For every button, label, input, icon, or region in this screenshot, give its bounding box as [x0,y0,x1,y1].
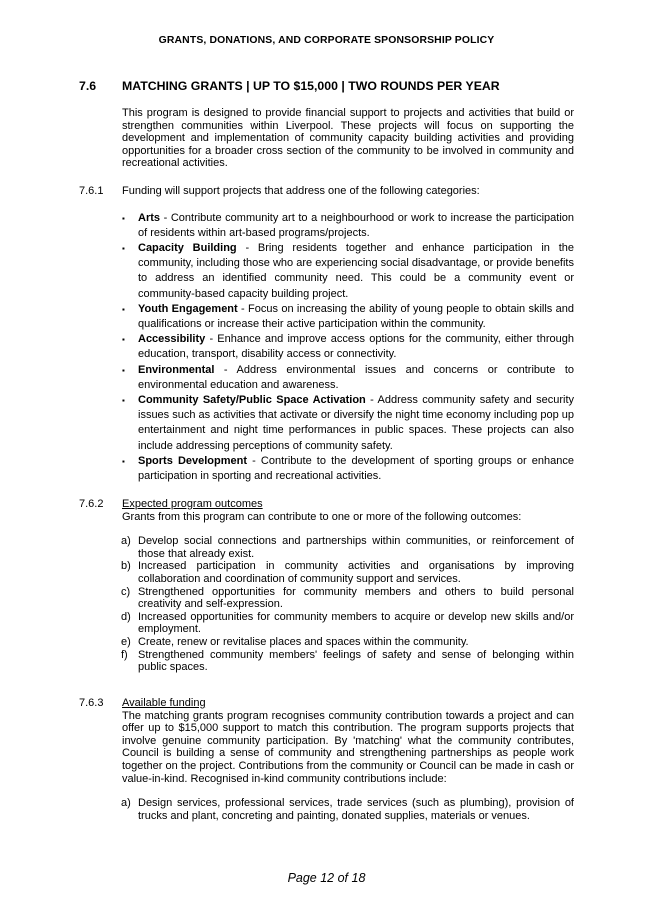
outcome-item [122,586,574,611]
category-text: - Enhance and improve access options for the community, either through education, transport, disability access or connectivity. [138,333,574,361]
item-text: Create, renew or revitalise places and spaces within the community. [138,635,469,648]
item-label: f) [121,648,128,661]
running-header: GRANTS, DONATIONS, AND CORPORATE SPONSORSHIP POLICY [158,35,495,46]
item-text: Design services, professional services, trade services (such as plumbing), provision of trucks and plant, concreting and painting, donated supplies, materials or venues. [138,797,574,822]
category-title: Environmental [138,363,215,376]
subsection-number-763: 7.6.3 [79,697,104,709]
item-label: c) [121,585,131,598]
item-label: a) [121,535,131,548]
categories-lead: Funding will support projects that address one of the following categories: [122,185,480,197]
outcome-item [122,560,574,585]
category-title: Arts [138,211,161,224]
section-title: MATCHING GRANTS | UP TO $15,000 | TWO ROUNDS PER YEAR [122,79,500,93]
subsection-number-762: 7.6.2 [79,498,104,510]
category-text: - Bring residents together and enhance participation in the community, including those who are experiencing social disadvantage, or provide benefits to address an identified community need. This could be a community event or community-based capacity building project. [138,242,574,300]
category-item [122,241,574,302]
category-title: Sports Development [138,454,248,467]
category-item [122,332,574,362]
categories-list [122,211,574,485]
item-label: b) [121,560,131,573]
category-item [122,363,574,393]
funding-body: The matching grants program recognises community contribution towards a project and can offer up to $15,000 support to match this contribution. The program supports projects that involve genuine community participation. By 'matching' what the community contributes, Council is building a sense of community and strengthening partnerships as people work together on the project. Contributions from the community or Council can be made in cash or value-in-kind. Recognised in-kind community contributions include: [122,709,574,785]
item-text: Strengthened community members' feelings of safety and sense of belonging within public spaces. [138,648,574,674]
category-item [122,454,574,484]
category-item [122,393,574,454]
subsection-762 [122,498,574,674]
category-title: Capacity Building [138,242,237,254]
item-text: Increased opportunities for community members to acquire or develop new skills and/or employment. [138,610,574,636]
bullet-icon: ▪ [122,304,125,314]
bullet-icon: ▪ [122,244,125,253]
category-text: - Contribute to the development of sporting groups or enhance participation in sporting and recreational activities. [138,454,574,483]
page-number: Page 12 of 18 [287,871,366,885]
item-text: Develop social connections and partnerships within communities, or reinforcement of those that already exist. [138,535,574,560]
category-title: Accessibility [138,333,206,346]
category-title: Youth Engagement [138,302,238,315]
subsection-number-761: 7.6.1 [79,185,104,197]
category-text: - Address community safety and security issues such as activities that activate or diversify the night time economy including pop up entertainment and night time performances in public spaces. These projects can also include addressing perceptions of community safety. [138,394,575,452]
item-label: d) [121,610,131,623]
bullet-icon: ▪ [122,335,125,345]
outcomes-list [122,535,574,674]
item-text: Increased participation in community activities and organisations by improving collaboration and coordination of community support and services. [138,560,574,585]
section-intro: This program is designed to provide financial support to projects and activities that build or strengthen communities within Liverpool. These projects will focus on supporting the development and implementation of community capacity building activities and providing opportunities for a broader cross section of the community to be involved in community and recreational activities. [122,107,574,170]
category-title: Community Safety/Public Space Activation [138,394,366,407]
category-text: - Contribute community art to a neighbourhood or work to increase the participation of residents within art-based programs/projects. [138,211,574,239]
category-text: - Address environmental issues and concerns or contribute to environmental education and awareness. [138,363,574,391]
category-item [122,302,574,332]
bullet-icon: ▪ [122,365,125,375]
item-text: Strengthened opportunities for community members and others to build personal creativity and self-expression. [138,585,574,611]
contributions-list [122,797,574,822]
funding-heading: Available funding [122,697,206,709]
category-text: - Focus on increasing the ability of young people to obtain skills and qualifications or increase their active participation within the community. [138,302,574,331]
item-label: e) [121,635,131,648]
outcome-item [122,649,574,674]
subsection-761 [122,185,574,484]
bullet-icon: ▪ [122,456,125,466]
section-number: 7.6 [79,79,97,93]
contribution-item [122,797,574,822]
outcome-item [122,535,574,560]
category-item [122,211,574,241]
outcome-item [122,636,574,649]
subsection-763 [122,697,574,822]
outcome-item [122,611,574,636]
bullet-icon: ▪ [122,396,125,406]
bullet-icon: ▪ [122,213,125,223]
item-label: a) [121,797,131,810]
outcomes-lead: Grants from this program can contribute to one or more of the following outcomes: [122,510,522,523]
outcomes-heading: Expected program outcomes [122,498,263,510]
